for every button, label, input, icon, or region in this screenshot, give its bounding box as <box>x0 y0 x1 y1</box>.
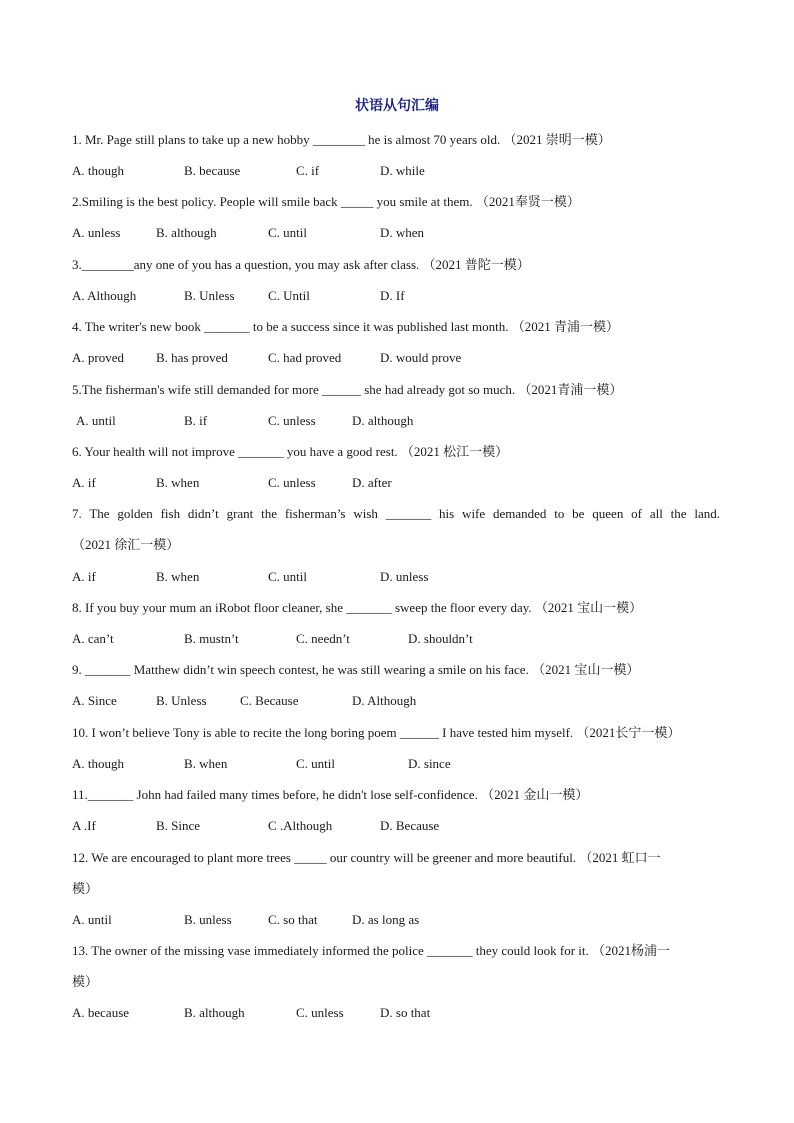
q11-option-c: C .Although <box>268 818 333 833</box>
q1-option-b: B. because <box>184 163 241 178</box>
question-3: 3.________any one of you has a question, you may ask after class. （2021 普陀一模） <box>72 257 530 272</box>
q8-option-d: D. shouldn’t <box>408 631 473 646</box>
question-9: 9. _______ Matthew didn’t win speech contest, he was still wearing a smile on his face. （2021 宝山一模） <box>72 662 640 677</box>
q10-option-c: C. until <box>296 756 336 771</box>
q11-option-a: A .If <box>72 818 96 833</box>
question-12-source: 模） <box>72 881 99 896</box>
q4-option-c: C. had proved <box>268 350 342 365</box>
question-12: 12. We are encouraged to plant more trees _____ our country will be greener and more beautiful. （2021 虹口一 <box>72 850 661 865</box>
question-13: 13. The owner of the missing vase immediately informed the police _______ they could look for it. （2021杨浦一 <box>72 943 671 958</box>
q3-option-a: A. Although <box>72 288 137 303</box>
question-2: 2.Smiling is the best policy. People will smile back _____ you smile at them. （2021奉贤一模） <box>72 194 580 209</box>
q1-option-d: D. while <box>380 163 425 178</box>
q12-option-b: B. unless <box>184 912 232 927</box>
q3-option-b: B. Unless <box>184 288 235 303</box>
q4-option-d: D. would prove <box>380 350 462 365</box>
q9-option-a: A. Since <box>72 693 117 708</box>
q8-option-c: C. needn’t <box>296 631 350 646</box>
q9-option-b: B. Unless <box>156 693 207 708</box>
q10-option-d: D. since <box>408 756 451 771</box>
q13-option-d: D. so that <box>380 1005 431 1020</box>
page-title: 状语从句汇编 <box>355 98 439 114</box>
q3-option-c: C. Until <box>268 288 310 303</box>
q9-option-d: D. Although <box>352 693 417 708</box>
q6-option-c: C. unless <box>268 475 316 490</box>
question-10: 10. I won’t believe Tony is able to recite the long boring poem ______ I have tested him myself. （2021长宁一模） <box>72 725 681 740</box>
q5-option-b: B. if <box>184 413 208 428</box>
q5-option-a: A. until <box>76 413 116 428</box>
question-6: 6. Your health will not improve _______ you have a good rest. （2021 松江一模） <box>72 444 509 459</box>
q13-option-c: C. unless <box>296 1005 344 1020</box>
q13-option-b: B. although <box>184 1005 245 1020</box>
q8-option-a: A. can’t <box>72 631 114 646</box>
question-7: 7. The golden fish didn’t grant the fisherman’s wish _______ his wife demanded to be queen of all the land. <box>72 506 720 521</box>
q7-option-c: C. until <box>268 569 308 584</box>
q6-option-a: A. if <box>72 475 96 490</box>
question-5: 5.The fisherman's wife still demanded for more ______ she had already got so much. （2021青浦一模） <box>72 382 623 397</box>
q2-option-c: C. until <box>268 225 308 240</box>
q10-option-b: B. when <box>184 756 228 771</box>
q7-option-a: A. if <box>72 569 96 584</box>
q2-option-d: D. when <box>380 225 425 240</box>
q2-option-a: A. unless <box>72 225 121 240</box>
q12-option-a: A. until <box>72 912 112 927</box>
question-1: 1. Mr. Page still plans to take up a new hobby ________ he is almost 70 years old. （2021 崇明一模） <box>72 132 611 147</box>
q1-option-a: A. though <box>72 163 124 178</box>
q4-option-a: A. proved <box>72 350 124 365</box>
question-7-source: （2021 徐汇一模） <box>72 537 180 552</box>
q12-option-d: D. as long as <box>352 912 420 927</box>
q11-option-b: B. Since <box>156 818 201 833</box>
q11-option-d: D. Because <box>380 818 440 833</box>
q7-option-b: B. when <box>156 569 200 584</box>
question-13-source: 模） <box>72 974 99 989</box>
q7-option-d: D. unless <box>380 569 429 584</box>
question-4: 4. The writer's new book _______ to be a success since it was published last month. （2021 青浦一模） <box>72 319 619 334</box>
q8-option-b: B. mustn’t <box>184 631 239 646</box>
question-11: 11._______ John had failed many times before, he didn't lose self-confidence. （2021 金山一模） <box>72 787 589 802</box>
q5-option-c: C. unless <box>268 413 316 428</box>
q6-option-d: D. after <box>352 475 392 490</box>
q6-option-b: B. when <box>156 475 200 490</box>
q13-option-a: A. because <box>72 1005 130 1020</box>
q1-option-c: C. if <box>296 163 320 178</box>
q5-option-d: D. although <box>352 413 414 428</box>
q10-option-a: A. though <box>72 756 124 771</box>
question-8: 8. If you buy your mum an iRobot floor cleaner, she _______ sweep the floor every day. （2021 宝山一模） <box>72 600 643 615</box>
q2-option-b: B. although <box>156 225 217 240</box>
q12-option-c: C. so that <box>268 912 318 927</box>
q9-option-c: C. Because <box>240 693 299 708</box>
q4-option-b: B. has proved <box>156 350 228 365</box>
q3-option-d: D. If <box>380 288 405 303</box>
